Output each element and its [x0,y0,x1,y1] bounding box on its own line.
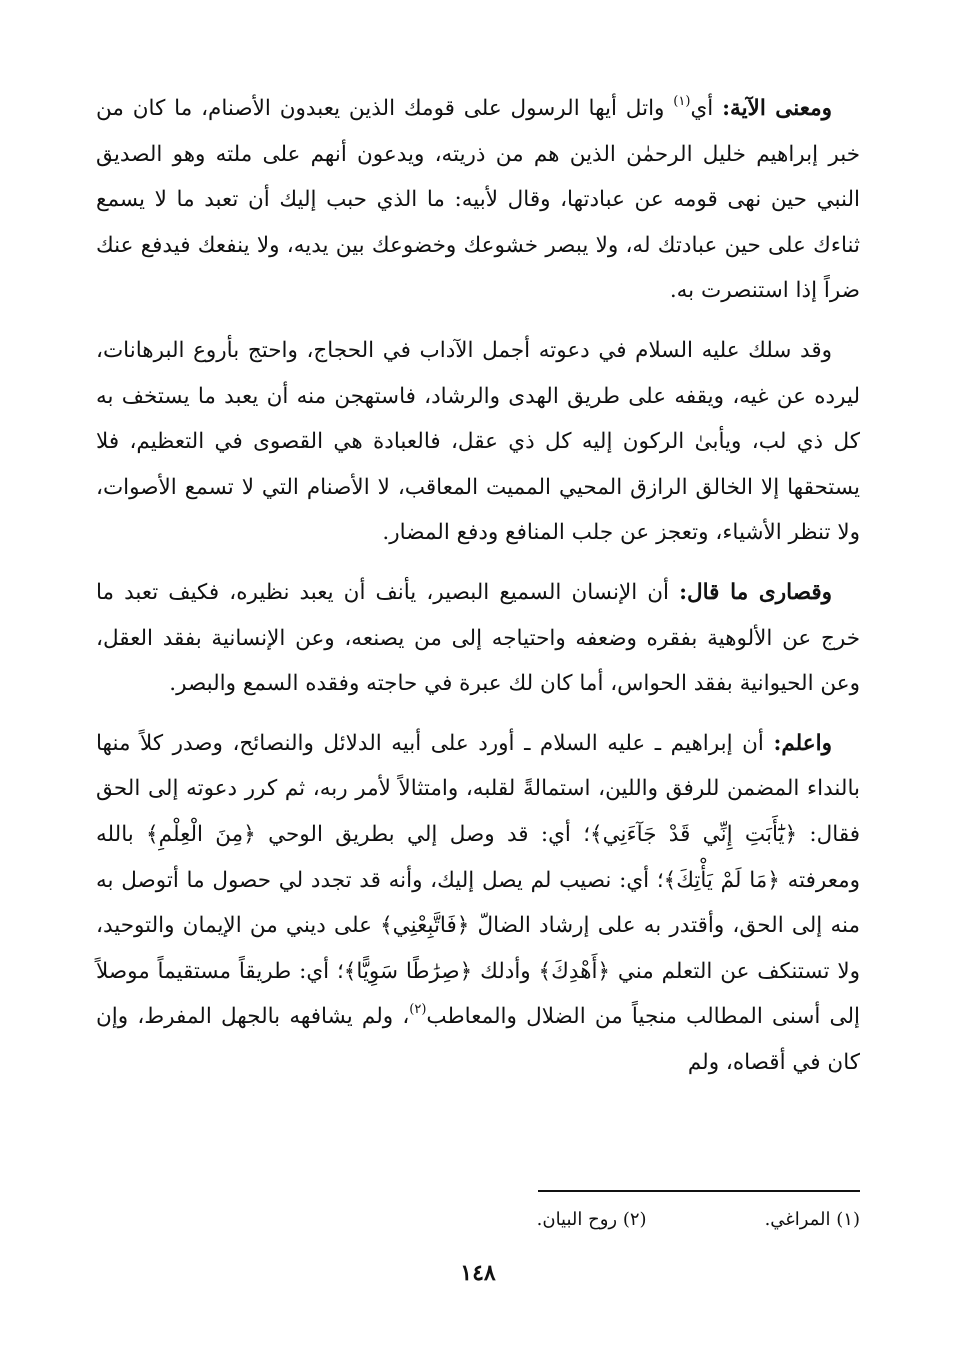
paragraph-text: أي [690,96,723,121]
paragraph-text: ، ولم يشافهه بالجهل المفرط، وإن كان في أقصاه، ولم [96,1004,860,1075]
footnote-2: (٢) روح البيان. [536,1209,647,1230]
page-number: ١٤٨ [460,1260,496,1286]
paragraph-lead: وقصارى ما قال: [679,579,832,605]
paragraph-4 [96,721,860,1086]
paragraph-lead: ومعنى الآية: [722,96,832,121]
paragraph-text: واتل أيها الرسول على قومك الذين يعبدون الأصنام، ما كان من خبر إبراهيم خليل الرحمٰن الذين هم من ذريته، ويدعون أنهم على ملته وهو الصديق النبي حين نهى قومه عن عبادتها، وقال لأبيه: ما الذي حبب إليك أن تعبد ما لا يسمع ثناءك على حين عبادتك له، ولا يبصر خشوعك وخضوعك بين يديه، ولا ينفعك فيدفع عنك ضراً إذا استنصرت به. [96,96,860,304]
paragraph-3 [96,570,860,707]
footnotes [96,1206,860,1234]
paragraph-text: أن الإنسان السميع البصير، يأنف أن يعبد نظيره، فكيف تعبد ما خرج عن الألوهية بفقره وضعفه واحتياجه إلى من يصنعه، وعن الإنسانية بفقد العقل، وعن الحيوانية بفقد الحواس، أما كان لك عبرة في حاجته وفقده السمع والبصر. [96,579,860,697]
footnote-ref: (١) [673,93,691,109]
footnote-divider [538,1190,860,1192]
footnote-1: (١) المراغي. [764,1209,860,1230]
paragraph-text: أن إبراهيم ـ عليه السلام ـ أورد على أبيه الدلائل والنصائح، وصدر كلاً منها بالنداء المضمن للرفق واللين، استمالةً لقلبه، وامتثالاً لأمر ربه، ثم كرر دعوته إلى الحق فقال: ﴿يَٰٓأَبَتِ إِنِّي قَدْ جَآءَنِي﴾؛ أي: قد وصل إلي بطريق الوحي ﴿مِنَ الْعِلْمِ﴾ بالله ومعرفته ﴿مَا لَمْ يَأْتِكَ﴾؛ أي: نصيب لم يصل إليك، وأنه قد تجدد لي حصول ما أتوصل به منه إلى الحق، وأقتدر به على إرشاد الضالّ ﴿فَاتَّبِعْنِي﴾ على ديني من الإيمان والتوحيد، ولا تستنكف عن التعلم مني ﴿أَهْدِكَ﴾ وأدلك ﴿صِرَٰطًا سَوِيًّا﴾؛ أي: طريقاً مستقيماً موصلاً إلى أسنى المطالب منجياً من الضلال والمعاطب [96,730,860,1030]
main-text [96,86,860,1099]
paragraph-2 [96,328,860,556]
footnote-ref: (٢) [409,1002,427,1018]
paragraph-lead: واعلم: [773,730,832,756]
paragraph-1 [96,86,860,314]
paragraph-text: وقد سلك عليه السلام في دعوته أجمل الآداب في الحجاج، واحتج بأروع البرهانات، ليرده عن غيه، ويقفه على طريق الهدى والرشاد، فاستهجن منه أن يعبد ما يستخف به كل ذي لب، ويأبىٰ الركون إليه كل ذي عقل، فالعبادة هي القصوى في التعظيم، فلا يستحقها إلا الخالق الرازق المحيي المميت المعاقب، لا الأصنام التي لا تسمع الأصوات، ولا تنظر الأشياء، وتعجز عن جلب المنافع ودفع المضار. [96,337,860,546]
